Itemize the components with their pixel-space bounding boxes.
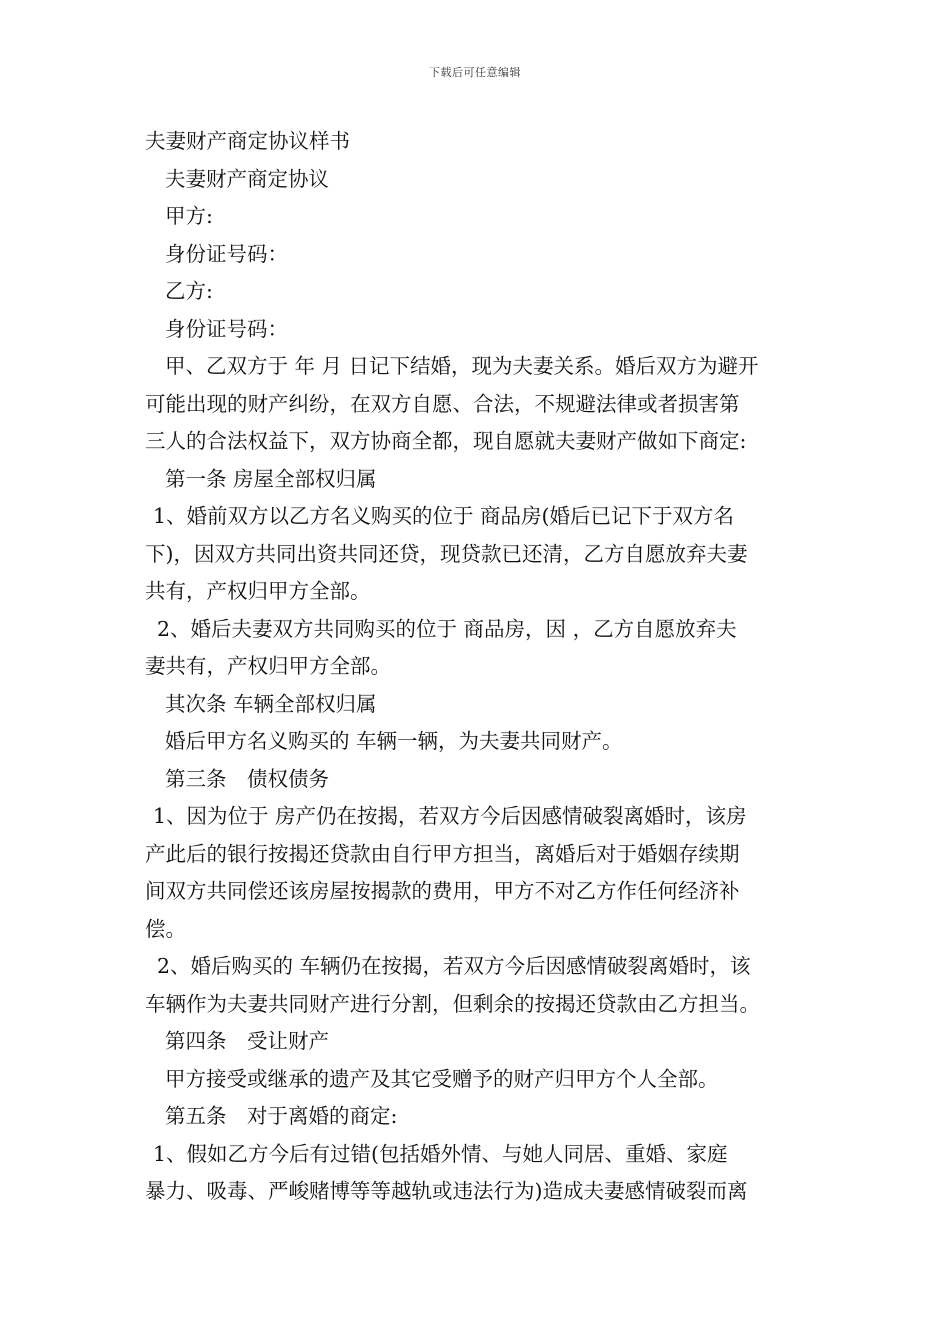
agreement-heading: 夫妻财产商定协议 [165, 166, 329, 191]
preamble-line-2: 可能出现的财产纠纷，在双方自愿、合法，不规避法律或者损害第 [145, 391, 740, 416]
article-3-heading: 第三条 债权债务 [165, 766, 329, 791]
party-b-label: 乙方: [165, 279, 213, 303]
document-body [145, 123, 807, 1211]
article-2-heading: 其次条 车辆全部权归属 [165, 691, 377, 716]
preamble-line-3: 三人的合法权益下，双方协商全都，现自愿就夫妻财产做如下商定: [145, 429, 747, 453]
article-3-item-1-line-4: 偿。 [145, 916, 186, 941]
article-3-item-1-line-3: 间双方共同偿还该房屋按揭款的费用，甲方不对乙方作任何经济补 [145, 879, 740, 903]
party-a-id-label: 身份证号码： [165, 241, 288, 266]
preamble-line-1: 甲、乙双方于 年 月 日记下结婚，现为夫妻关系。婚后双方为避开 [165, 354, 759, 378]
article-2-text: 婚后甲方名义购买的 车辆一辆，为夫妻共同财产。 [165, 729, 623, 753]
article-1-heading: 第一条 房屋全部权归属 [165, 466, 377, 491]
article-3-item-2-line-1: 2、婚后购买的 车辆仍在按揭，若双方今后因感情破裂离婚时，该 [157, 954, 751, 978]
article-5-item-1-line-1: 1、假如乙方今后有过错(包括婚外情、与她人同居、重婚、家庭 [153, 1141, 728, 1166]
party-a-label: 甲方: [165, 204, 213, 228]
article-4-heading: 第四条 受让财产 [165, 1029, 329, 1053]
article-1-item-2-line-2: 妻共有，产权归甲方全部。 [145, 654, 391, 678]
article-1-item-1-line-1: 1、婚前双方以乙方名义购买的位于 商品房(婚后已记下于双方名 [153, 504, 735, 528]
article-1-item-2-line-1: 2、婚后夫妻双方共同购买的位于 商品房，因 ，乙方自愿放弃夫 [157, 616, 737, 641]
article-4-text: 甲方接受或继承的遗产及其它受赠予的财产归甲方个人全部。 [165, 1066, 719, 1091]
article-3-item-1-line-1: 1、因为位于 房产仍在按揭，若双方今后因感情破裂离婚时，该房 [153, 804, 747, 828]
article-5-heading: 第五条 对于离婚的商定: [165, 1104, 398, 1128]
page-header-note: 下载后可任意编辑 [429, 66, 521, 79]
article-1-item-1-line-3: 共有，产权归甲方全部。 [145, 579, 371, 603]
document-title: 夫妻财产商定协议样书 [145, 129, 350, 153]
article-5-item-1-line-2: 暴力、吸毒、严峻赌博等等越轨或违法行为)造成夫妻感情破裂而离 [145, 1179, 748, 1203]
party-b-id-label: 身份证号码： [165, 316, 288, 341]
article-3-item-2-line-2: 车辆作为夫妻共同财产进行分割，但剩余的按揭还贷款由乙方担当。 [145, 991, 760, 1016]
article-3-item-1-line-2: 产此后的银行按揭还贷款由自行甲方担当，离婚后对于婚姻存续期 [145, 841, 740, 866]
article-1-item-1-line-2: 下)，因双方共同出资共同还贷，现贷款已还清，乙方自愿放弃夫妻 [145, 541, 748, 566]
